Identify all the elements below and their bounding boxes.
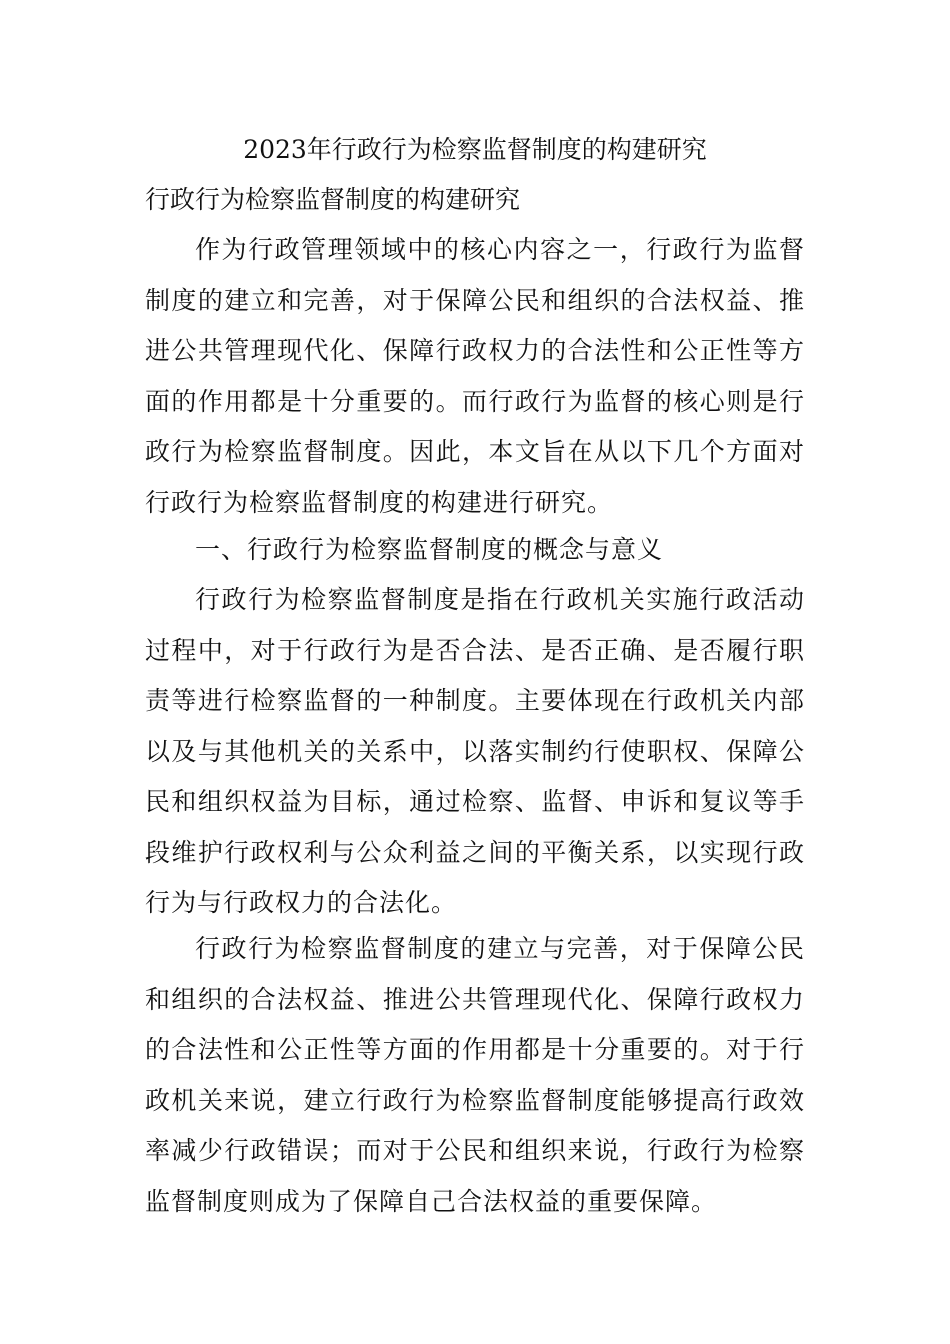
- paragraph-definition: 行政行为检察监督制度是指在行政机关实施行政活动过程中，对于行政行为是否合法、是否正确、是否履行职责等进行检察监督的一种制度。主要体现在行政机关内部以及与其他机关的关系中，以落实制约行使职权、保障公民和组织权益为目标，通过检察、监督、申诉和复议等手段维护行政权利与公众利益之间的平衡关系，以实现行政行为与行政权力的合法化。: [145, 585, 805, 917]
- document-subtitle: 行政行为检察监督制度的构建研究: [145, 185, 521, 214]
- paragraph-significance: 行政行为检察监督制度的建立与完善，对于保障公民和组织的合法权益、推进公共管理现代化、保障行政权力的合法性和公正性等方面的作用都是十分重要的。对于行政机关来说，建立行政行为检察监督制度能够提高行政效率减少行政错误；而对于公民和组织来说，行政行为检察监督制度则成为了保障自己合法权益的重要保障。: [145, 934, 805, 1216]
- document-title: 2023年行政行为检察监督制度的构建研究: [243, 135, 707, 164]
- section-heading-1: 一、行政行为检察监督制度的概念与意义: [195, 535, 664, 564]
- paragraph-intro: 作为行政管理领域中的核心内容之一，行政行为监督制度的建立和完善，对于保障公民和组织的合法权益、推进公共管理现代化、保障行政权力的合法性和公正性等方面的作用都是十分重要的。而行政行为监督的核心则是行政行为检察监督制度。因此，本文旨在从以下几个方面对行政行为检察监督制度的构建进行研究。: [145, 235, 805, 517]
